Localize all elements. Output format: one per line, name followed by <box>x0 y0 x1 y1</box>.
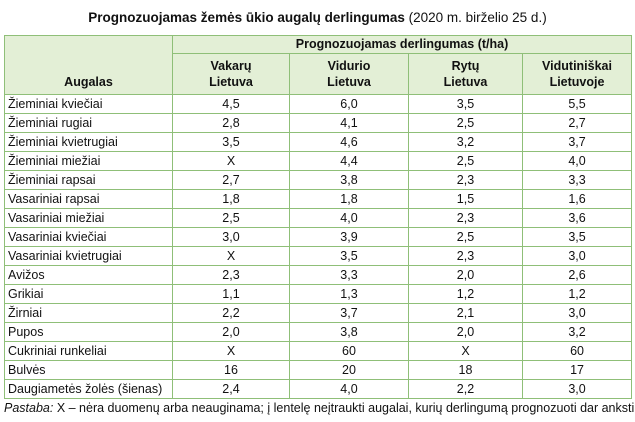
table-row <box>5 114 632 133</box>
region-header-line: Lietuvoje <box>549 75 605 89</box>
crop-name-cell: Žieminiai miežiai <box>5 152 173 171</box>
crop-name-cell: Vasariniai kviečiai <box>5 228 173 247</box>
crop-name-cell: Pupos <box>5 323 173 342</box>
table-row <box>5 247 632 266</box>
yield-average-cell: 2,6 <box>523 266 632 285</box>
table-row <box>5 133 632 152</box>
table-row <box>5 190 632 209</box>
page-title <box>0 9 635 27</box>
region-header-line: Lietuva <box>327 75 371 89</box>
yield-central-cell: 4,4 <box>290 152 409 171</box>
yield-east-cell: 2,5 <box>409 114 523 133</box>
yield-east-cell: 2,0 <box>409 266 523 285</box>
yield-central-cell: 20 <box>290 361 409 380</box>
yield-east-cell: 2,3 <box>409 247 523 266</box>
yield-west-cell: 2,5 <box>173 209 290 228</box>
yield-east-cell: 18 <box>409 361 523 380</box>
yield-central-cell: 4,6 <box>290 133 409 152</box>
yield-west-cell: 2,4 <box>173 380 290 399</box>
yield-average-cell: 3,6 <box>523 209 632 228</box>
table-row <box>5 152 632 171</box>
table-row <box>5 171 632 190</box>
table-row <box>5 95 632 114</box>
table-row <box>5 380 632 399</box>
yield-west-cell: 2,3 <box>173 266 290 285</box>
crop-name-cell: Vasariniai rapsai <box>5 190 173 209</box>
forecast-group-header: Prognozuojamas derlingumas (t/ha) <box>173 36 632 54</box>
yield-average-cell: 5,5 <box>523 95 632 114</box>
yield-average-cell: 3,2 <box>523 323 632 342</box>
table-body <box>5 95 632 399</box>
table-row <box>5 228 632 247</box>
region-header-line: Vidurio <box>327 59 371 73</box>
yield-average-cell: 60 <box>523 342 632 361</box>
title-main: Prognozuojamas žemės ūkio augalų derlingumas <box>88 10 405 25</box>
footnote-label: Pastaba: <box>4 401 54 415</box>
crop-name-cell: Vasariniai kvietrugiai <box>5 247 173 266</box>
yield-average-cell: 1,2 <box>523 285 632 304</box>
yield-west-cell: X <box>173 152 290 171</box>
region-header-line: Vidutiniškai <box>542 59 612 73</box>
region-header-west <box>173 54 290 95</box>
yield-central-cell: 3,8 <box>290 171 409 190</box>
crop-name-cell: Žieminiai kvietrugiai <box>5 133 173 152</box>
header-row-group <box>5 36 632 54</box>
table-row <box>5 285 632 304</box>
yield-east-cell: 2,3 <box>409 209 523 228</box>
table-row <box>5 266 632 285</box>
yield-central-cell: 3,7 <box>290 304 409 323</box>
yield-central-cell: 3,9 <box>290 228 409 247</box>
table-row <box>5 361 632 380</box>
yield-central-cell: 4,0 <box>290 380 409 399</box>
crop-name-cell: Žirniai <box>5 304 173 323</box>
table-header <box>5 36 632 95</box>
yield-central-cell: 60 <box>290 342 409 361</box>
crop-name-cell: Daugiametės žolės (šienas) <box>5 380 173 399</box>
yield-east-cell: 2,1 <box>409 304 523 323</box>
yield-west-cell: 2,7 <box>173 171 290 190</box>
title-date: (2020 m. birželio 25 d.) <box>404 10 547 25</box>
yield-average-cell: 2,7 <box>523 114 632 133</box>
table-row <box>5 304 632 323</box>
yield-table <box>4 35 632 399</box>
crop-name-cell: Žieminiai kviečiai <box>5 95 173 114</box>
region-header-line: Rytų <box>451 59 480 73</box>
yield-central-cell: 3,3 <box>290 266 409 285</box>
yield-west-cell: X <box>173 247 290 266</box>
yield-average-cell: 3,0 <box>523 304 632 323</box>
crop-name-cell: Grikiai <box>5 285 173 304</box>
table-row <box>5 323 632 342</box>
yield-west-cell: X <box>173 342 290 361</box>
region-header-line: Vakarų <box>210 59 252 73</box>
yield-average-cell: 17 <box>523 361 632 380</box>
yield-table-container <box>4 35 631 399</box>
crop-name-cell: Bulvės <box>5 361 173 380</box>
yield-east-cell: 2,0 <box>409 323 523 342</box>
region-header-line: Lietuva <box>209 75 253 89</box>
yield-east-cell: 1,5 <box>409 190 523 209</box>
footnote-text: X – nėra duomenų arba neauginama; į lentelę neįtraukti augalai, kurių derlingumą prognozuoti dar anksti <box>53 401 635 415</box>
yield-west-cell: 2,2 <box>173 304 290 323</box>
yield-east-cell: 2,2 <box>409 380 523 399</box>
yield-west-cell: 2,0 <box>173 323 290 342</box>
yield-west-cell: 2,8 <box>173 114 290 133</box>
yield-central-cell: 1,3 <box>290 285 409 304</box>
yield-east-cell: 3,2 <box>409 133 523 152</box>
yield-central-cell: 3,8 <box>290 323 409 342</box>
yield-average-cell: 3,3 <box>523 171 632 190</box>
yield-central-cell: 4,0 <box>290 209 409 228</box>
yield-central-cell: 6,0 <box>290 95 409 114</box>
crop-name-cell: Žieminiai rapsai <box>5 171 173 190</box>
yield-east-cell: 2,5 <box>409 228 523 247</box>
yield-average-cell: 1,6 <box>523 190 632 209</box>
yield-west-cell: 16 <box>173 361 290 380</box>
yield-west-cell: 3,5 <box>173 133 290 152</box>
yield-average-cell: 3,5 <box>523 228 632 247</box>
footnote <box>4 400 634 416</box>
region-header-east <box>409 54 523 95</box>
region-header-line: Lietuva <box>443 75 488 89</box>
yield-west-cell: 1,1 <box>173 285 290 304</box>
yield-average-cell: 3,7 <box>523 133 632 152</box>
table-row <box>5 209 632 228</box>
yield-west-cell: 3,0 <box>173 228 290 247</box>
region-header-central <box>290 54 409 95</box>
yield-central-cell: 1,8 <box>290 190 409 209</box>
yield-east-cell: 2,5 <box>409 152 523 171</box>
yield-east-cell: 3,5 <box>409 95 523 114</box>
crop-name-cell: Žieminiai rugiai <box>5 114 173 133</box>
yield-average-cell: 3,0 <box>523 380 632 399</box>
crop-name-cell: Cukriniai runkeliai <box>5 342 173 361</box>
crop-column-header: Augalas <box>5 36 173 95</box>
yield-west-cell: 4,5 <box>173 95 290 114</box>
table-row <box>5 342 632 361</box>
yield-east-cell: 1,2 <box>409 285 523 304</box>
crop-name-cell: Vasariniai miežiai <box>5 209 173 228</box>
yield-central-cell: 4,1 <box>290 114 409 133</box>
region-header-average <box>523 54 632 95</box>
crop-name-cell: Avižos <box>5 266 173 285</box>
yield-east-cell: 2,3 <box>409 171 523 190</box>
yield-west-cell: 1,8 <box>173 190 290 209</box>
yield-east-cell: X <box>409 342 523 361</box>
yield-central-cell: 3,5 <box>290 247 409 266</box>
yield-average-cell: 4,0 <box>523 152 632 171</box>
yield-average-cell: 3,0 <box>523 247 632 266</box>
